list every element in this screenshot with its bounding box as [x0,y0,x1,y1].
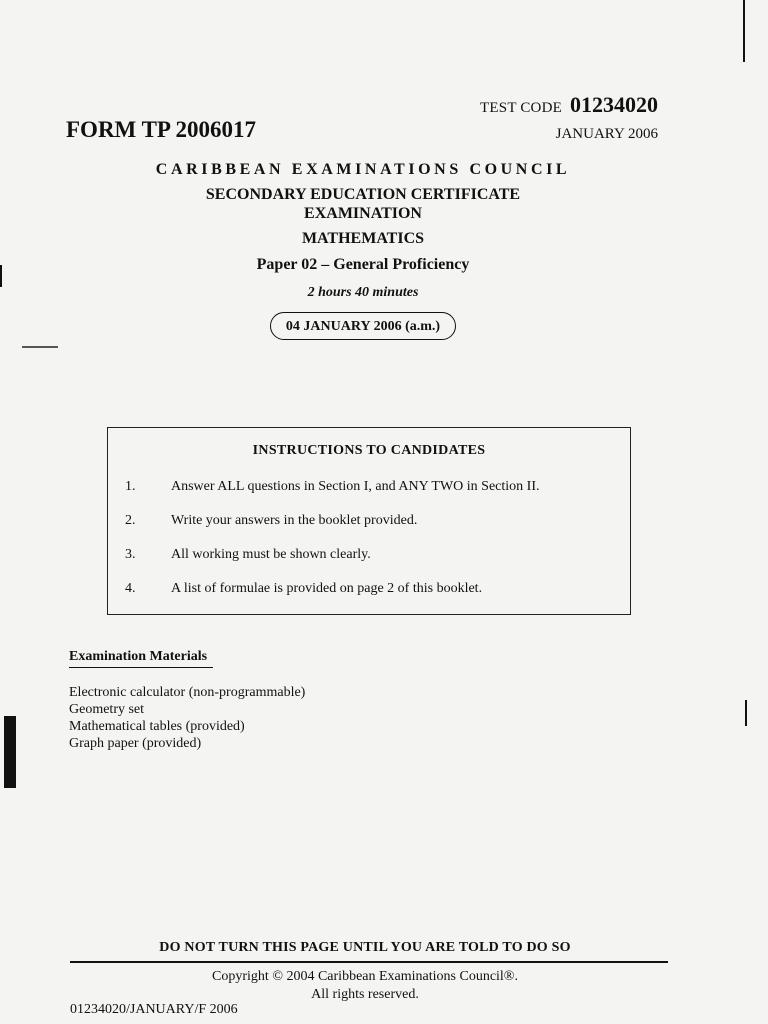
rights-line: All rights reserved. [311,987,419,1002]
exam-month-year: JANUARY 2006 [555,126,658,142]
scan-edge-block-left [4,716,16,788]
instruction-text: A list of formulae is provided on page 2 of this booklet. [171,581,483,596]
test-code-value: 01234020 [570,92,658,117]
test-code-label: TEST CODE [480,100,562,116]
instructions-title: INSTRUCTIONS TO CANDIDATES [252,443,486,458]
materials-list [69,684,305,752]
document-code: 01234020/JANUARY/F 2006 [70,1002,238,1017]
certificate-line-2: EXAMINATION [304,205,422,222]
exam-date-badge: 04 JANUARY 2006 (a.m.) [270,312,456,340]
instruction-text: All working must be shown clearly. [171,547,371,562]
council-name: CARIBBEAN EXAMINATIONS COUNCIL [155,161,571,178]
test-code [480,92,658,118]
materials-heading-underline [69,667,213,668]
copyright-line: Copyright © 2004 Caribbean Examinations Council®. [212,969,518,984]
materials-heading: Examination Materials [69,649,208,664]
footer-divider [70,961,668,963]
instructions-box [107,427,631,615]
form-code: FORM TP 2006017 [66,117,256,142]
scan-edge-mark-top-right [743,0,745,62]
do-not-turn-warning: DO NOT TURN THIS PAGE UNTIL YOU ARE TOLD TO DO SO [159,940,571,955]
scan-edge-mark-right [745,700,747,726]
material-item: Electronic calculator (non-programmable) [69,685,306,700]
instruction-item [125,581,482,597]
material-item: Mathematical tables (provided) [69,719,245,734]
copyright-block [0,968,730,1004]
material-item: Graph paper (provided) [69,736,202,751]
instruction-number: 1. [125,479,136,494]
subject-title: MATHEMATICS [301,230,425,247]
instruction-item [125,547,371,563]
instruction-item [125,513,417,529]
exam-duration: 2 hours 40 minutes [307,285,419,300]
scan-edge-dash-left [22,346,58,348]
instruction-number: 3. [125,547,136,562]
material-item: Geometry set [69,702,145,717]
paper-title: Paper 02 – General Proficiency [256,256,470,273]
instruction-number: 2. [125,513,136,528]
instruction-text: Write your answers in the booklet provided. [171,513,418,528]
instruction-text: Answer ALL questions in Section I, and ANY TWO in Section II. [171,479,540,494]
instruction-item [125,479,539,495]
instruction-number: 4. [125,581,136,596]
certificate-line-1: SECONDARY EDUCATION CERTIFICATE [205,186,521,203]
